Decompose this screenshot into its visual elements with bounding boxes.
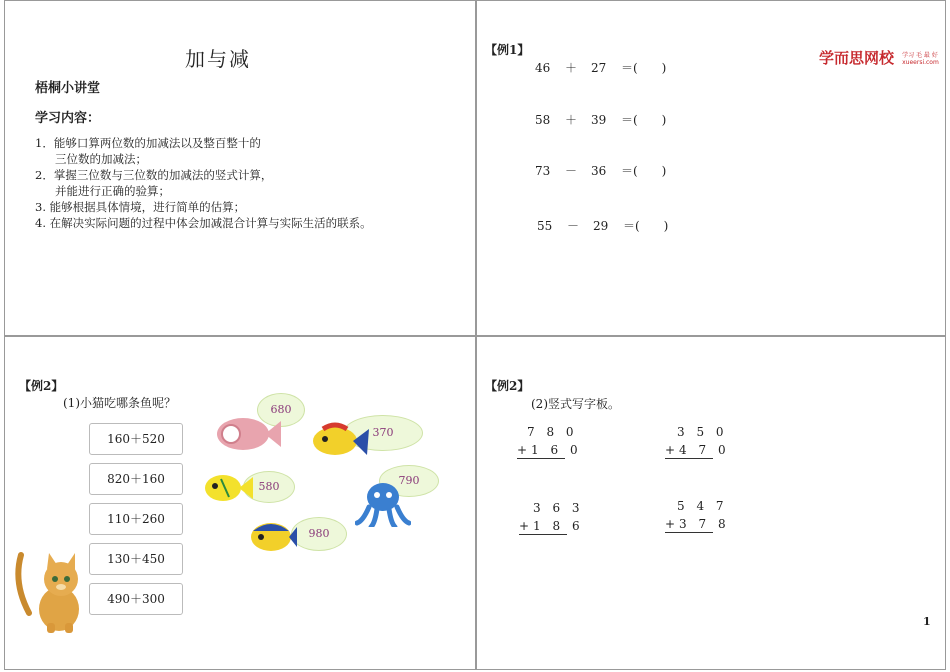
example-tag: 【例2】 bbox=[485, 379, 530, 393]
slide-subtitle: 梧桐小讲堂 bbox=[35, 81, 101, 96]
logo-tagline-bottom: xueersi.com bbox=[902, 58, 939, 66]
objective-line: 1．能够口算两位数的加减法以及整百整十的 bbox=[35, 136, 261, 150]
operand-b: 36 bbox=[591, 164, 607, 178]
operand-b: 29 bbox=[593, 219, 609, 233]
operator: － bbox=[567, 219, 580, 233]
slide-title: 加与减 bbox=[185, 47, 251, 71]
number-bubble: 580 bbox=[243, 471, 295, 503]
slide-example-2-vertical bbox=[476, 336, 946, 670]
answer-blank: ＝( ) bbox=[623, 219, 669, 233]
vertical-top: 7 8 0 bbox=[527, 425, 578, 439]
expression-card[interactable]: 130＋450 bbox=[89, 543, 183, 575]
example-tag: 【例1】 bbox=[485, 43, 530, 57]
equation-row bbox=[537, 217, 668, 234]
sum-line bbox=[665, 532, 713, 533]
operand-b: 39 bbox=[591, 113, 607, 127]
blue-yellow-fish-icon bbox=[249, 517, 297, 553]
logo-tagline bbox=[902, 52, 939, 66]
yellow-fish-icon bbox=[309, 421, 371, 461]
operand-b: 27 bbox=[591, 61, 607, 75]
number-bubble: 790 bbox=[379, 465, 439, 497]
slide-example-2-fish bbox=[4, 336, 476, 670]
page-number: 1 bbox=[923, 615, 931, 628]
equation-row bbox=[535, 162, 666, 179]
answer-blank: ＝( ) bbox=[621, 164, 667, 178]
equation-row bbox=[535, 59, 666, 76]
operand-a: 73 bbox=[535, 164, 551, 178]
question-text: (1)小猫吃哪条鱼呢？ bbox=[63, 396, 176, 410]
vertical-top: 5 4 7 bbox=[677, 499, 728, 513]
logo-text: 学而思网校 bbox=[819, 49, 895, 67]
equation-row bbox=[535, 111, 666, 128]
vertical-bottom: +4 7 0 bbox=[665, 443, 730, 457]
number-bubble: 680 bbox=[257, 393, 305, 427]
number-bubble: 980 bbox=[291, 517, 347, 551]
vertical-bottom: +3 7 8 bbox=[665, 517, 730, 531]
expression-card[interactable]: 160＋520 bbox=[89, 423, 183, 455]
question-text: (2)竖式写字板。 bbox=[531, 397, 620, 411]
sum-line bbox=[665, 458, 713, 459]
answer-blank: ＝( ) bbox=[621, 113, 667, 127]
vertical-bottom: +1 6 0 bbox=[517, 443, 582, 457]
logo-tagline-top: 学习 毛 最 好 bbox=[902, 51, 938, 59]
content-heading: 学习内容： bbox=[35, 111, 101, 126]
sum-line bbox=[517, 458, 565, 459]
operand-a: 58 bbox=[535, 113, 551, 127]
operator: ＋ bbox=[565, 113, 578, 127]
slide-example-1 bbox=[476, 0, 946, 336]
expression-card[interactable]: 490＋300 bbox=[89, 583, 183, 615]
expression-card[interactable]: 820＋160 bbox=[89, 463, 183, 495]
sum-line bbox=[519, 534, 567, 535]
objective-line: 3. 能够根据具体情境，进行简单的估算； bbox=[35, 200, 246, 214]
operand-a: 55 bbox=[537, 219, 553, 233]
objective-line: 2．掌握三位数与三位数的加减法的竖式计算， bbox=[35, 168, 273, 182]
objective-line: 4. 在解决实际问题的过程中体会加减混合计算与实际生活的联系。 bbox=[35, 216, 372, 230]
small-yellow-fish-icon bbox=[203, 471, 255, 505]
vertical-top: 3 5 0 bbox=[677, 425, 728, 439]
example-tag: 【例2】 bbox=[19, 379, 64, 393]
vertical-bottom: +1 8 6 bbox=[519, 519, 584, 533]
vertical-top: 3 6 3 bbox=[533, 501, 584, 515]
operator: ＋ bbox=[565, 61, 578, 75]
expression-card[interactable]: 110＋260 bbox=[89, 503, 183, 535]
objective-line: 三位数的加减法； bbox=[55, 152, 147, 166]
slide-objectives bbox=[4, 0, 476, 336]
objective-line: 并能进行正确的验算； bbox=[55, 184, 170, 198]
operand-a: 46 bbox=[535, 61, 551, 75]
number-bubble: 370 bbox=[343, 415, 423, 451]
brand-logo bbox=[819, 47, 939, 68]
octopus-icon bbox=[355, 481, 411, 527]
cat-icon bbox=[11, 543, 91, 635]
operator: － bbox=[565, 164, 578, 178]
pink-fish-icon bbox=[215, 415, 283, 453]
answer-blank: ＝( ) bbox=[621, 61, 667, 75]
